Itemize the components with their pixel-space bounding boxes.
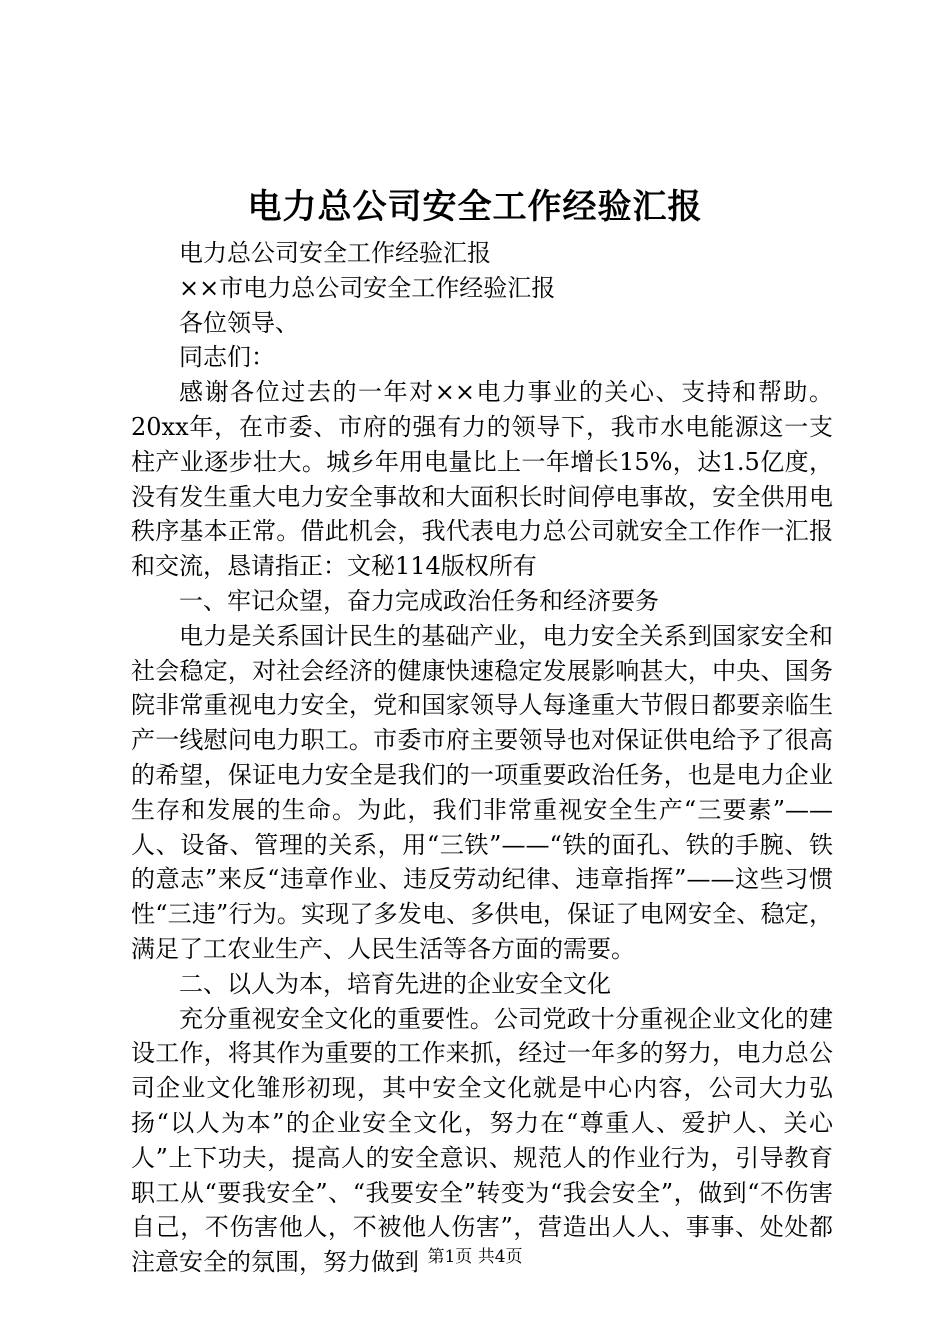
paragraph-section-2: 充分重视安全文化的重要性。公司党政十分重视企业文化的建设工作，将其作为重要的工作来抓，经过一年多的努力，电力总公司企业文化雏形初现，其中安全文化就是中心内容，公司大力弘扬“以人为本”的企业安全文化，努力在“尊重人、爱护人、关心人”上下功夫，提高人的安全意识、规范人的作业行为，引导教育职工从“要我安全”、“我要安全”转变为“我会安全”，做到“不伤害自己，不伤害他人，不被他人伤害”，营造出人人、事事、处处都注意安全的氛围，努力做到: [131, 1004, 833, 1277]
document-body: [131, 236, 833, 1280]
document-title: 电力总公司安全工作经验汇报: [247, 187, 703, 227]
section-heading-2: 二、以人为本，培育先进的企业安全文化: [179, 969, 611, 998]
paragraph-subtitle: ××市电力总公司安全工作经验汇报: [179, 273, 556, 302]
paragraph-section-1: 电力是关系国计民生的基础产业，电力安全关系到国家安全和社会稳定，对社会经济的健康快速稳定发展影响甚大，中央、国务院非常重视电力安全，党和国家领导人每逢重大节假日都要亲临生产一线慰问电力职工。市委市府主要领导也对保证供电给予了很高的希望，保证电力安全是我们的一项重要政治任务，也是电力企业生存和发展的生命。为此，我们非常重视安全生产“三要素”——人、设备、管理的关系，用“三铁”——“铁的面孔、铁的手腕、铁的意志”来反“违章作业、违反劳动纪律、违章指挥”——这些习惯性“三违”行为。实现了多发电、多供电，保证了电网安全、稳定，满足了工农业生产、人民生活等各方面的需要。: [131, 621, 833, 963]
paragraph-intro: 感谢各位过去的一年对××电力事业的关心、支持和帮助。20xx年，在市委、市府的强有力的领导下，我市水电能源这一支柱产业逐步壮大。城乡年用电量比上一年增长15%，达1.5亿度，没有发生重大电力安全事故和大面积长时间停电事故，安全供用电秩序基本正常。借此机会，我代表电力总公司就安全工作作一汇报和交流，恳请指正：文秘114版权所有: [131, 378, 833, 581]
paragraph-salutation-comrades: 同志们：: [179, 343, 275, 372]
paragraph-heading-repeat: 电力总公司安全工作经验汇报: [179, 239, 491, 267]
page-number-footer: 第1页 共4页: [427, 1247, 523, 1267]
paragraph-salutation-leaders: 各位领导、: [179, 308, 299, 337]
section-heading-1: 一、牢记众望，奋力完成政治任务和经济要务: [179, 586, 659, 615]
